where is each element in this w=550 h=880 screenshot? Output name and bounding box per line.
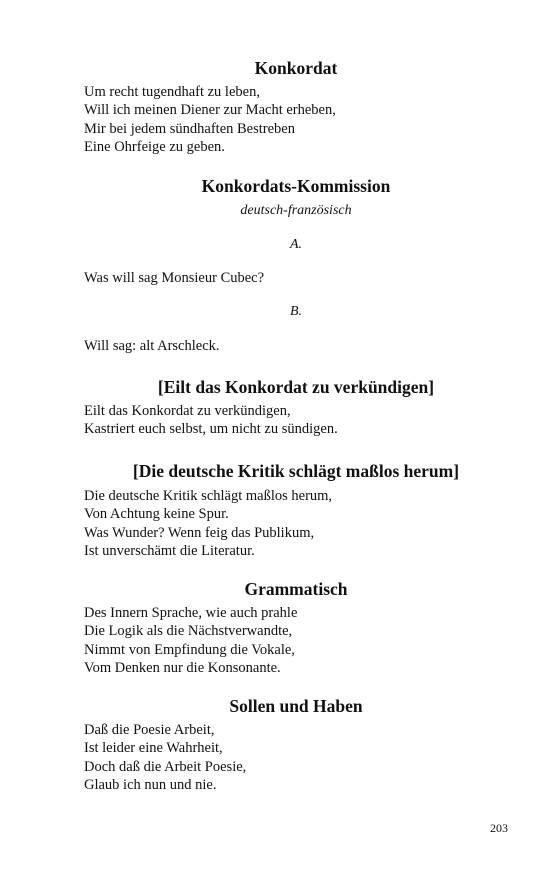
verse-line: Eine Ohrfeige zu geben. bbox=[84, 139, 225, 156]
dialogue-label: A. bbox=[289, 237, 303, 252]
verse-line: Die deutsche Kritik schlägt maßlos herum, bbox=[84, 488, 333, 504]
verse-line: Kastriert euch selbst, um nicht zu sündigen. bbox=[84, 421, 338, 438]
poem-title: Sollen und Haben bbox=[229, 696, 363, 716]
verse-line: Ist unverschämt die Literatur. bbox=[84, 543, 255, 560]
poem-stanza bbox=[84, 402, 508, 439]
poem-title: [Die deutsche Kritik schlägt maßlos herum] bbox=[132, 461, 460, 481]
verse-line: Eilt das Konkordat zu verkündigen, bbox=[84, 403, 291, 419]
poem-subtitle: deutsch-französisch bbox=[240, 203, 352, 218]
verse-line: Mir bei jedem sündhaften Bestreben bbox=[84, 120, 295, 137]
poem-title: Grammatisch bbox=[244, 579, 348, 599]
dialogue-line: Will sag: alt Arschleck. bbox=[84, 338, 220, 354]
verse-line: Vom Denken nur die Konsonante. bbox=[84, 660, 281, 677]
verse-line: Daß die Poesie Arbeit, bbox=[84, 722, 215, 738]
verse-line: Des Innern Sprache, wie auch prahle bbox=[84, 605, 298, 621]
poem-stanza bbox=[84, 487, 508, 561]
verse-line: Will ich meinen Diener zur Macht erheben, bbox=[84, 102, 336, 119]
verse-line: Nimmt von Empfindung die Vokale, bbox=[84, 641, 295, 658]
verse-line: Was Wunder? Wenn feig das Publikum, bbox=[84, 524, 315, 541]
verse-line: Glaub ich nun und nie. bbox=[84, 777, 217, 794]
verse-line: Doch daß die Arbeit Poesie, bbox=[84, 758, 247, 775]
poem-stanza bbox=[84, 721, 508, 795]
verse-line: Die Logik als die Nächstverwandte, bbox=[84, 623, 293, 640]
poem-title: [Eilt das Konkordat zu verkündigen] bbox=[157, 377, 435, 397]
dialogue-line: Was will sag Monsieur Cubec? bbox=[84, 270, 265, 286]
page-number: 203 bbox=[490, 821, 508, 835]
verse-line: Um recht tugendhaft zu leben, bbox=[84, 84, 260, 100]
verse-line: Von Achtung keine Spur. bbox=[84, 506, 229, 523]
poem-title: Konkordats-Kommission bbox=[201, 176, 391, 196]
poem-stanza bbox=[84, 83, 508, 157]
dialogue-label: B. bbox=[289, 304, 303, 319]
poem-title: Konkordat bbox=[254, 58, 338, 78]
poem-stanza bbox=[84, 604, 508, 678]
verse-line: Ist leider eine Wahrheit, bbox=[84, 740, 223, 757]
